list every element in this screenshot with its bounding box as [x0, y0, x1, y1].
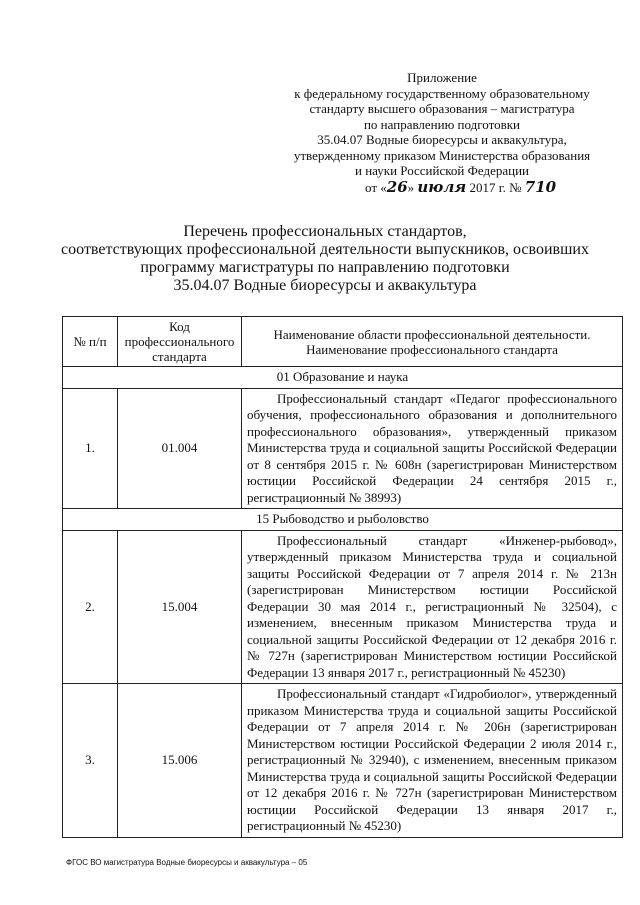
header-code: Код профессионального стандарта	[118, 317, 242, 367]
order-number-handwritten: 710	[524, 178, 557, 196]
order-prefix: от «	[365, 180, 387, 195]
title-line: соответствующих профессиональной деятельности выпускников, освоивших	[61, 241, 589, 258]
section-row	[63, 509, 623, 531]
row-number: 3.	[63, 684, 118, 838]
row-code: 15.004	[118, 530, 242, 684]
appendix-line: Приложение	[407, 70, 477, 85]
section-title: 01 Образование и наука	[63, 367, 623, 389]
appendix-line: по направлению подготовки	[363, 116, 521, 132]
row-code: 01.004	[118, 388, 242, 509]
header-name: Наименование области профессиональной деятельности. Наименование профессионального стандарта	[242, 317, 623, 367]
page-footer: ФГОС ВО магистратура Водные биоресурсы и аквакультура – 05	[66, 858, 308, 867]
table-header-row	[63, 317, 623, 367]
appendix-line: утвержденному приказом Министерства образования	[293, 147, 591, 163]
title-line: Перечень профессиональных стандартов,	[183, 223, 467, 240]
document-title	[60, 223, 590, 295]
appendix-header	[250, 70, 634, 179]
section-row	[63, 367, 623, 389]
order-month-handwritten: июля	[417, 178, 467, 196]
appendix-line: 35.04.07 Водные биоресурсы и аквакультура,	[317, 132, 567, 147]
row-description: Профессиональный стандарт «Инженер-рыбовод», утвержденный приказом Министерства труда и социальной защиты Российской Федерации от 7 апреля 2014 г. № 213н (зарегистрирован Министерством юстиции Российской Федерации 30 мая 2014 г., регистрационный № 32504), с изменением, внесенным приказом Министерства труда и социальной защиты Российской Федерации от 12 декабря 2016 г. № 727н (зарегистрирован Министерством юстиции Российской Федерации 13 января 2017 г., регистрационный № 45230)	[242, 530, 623, 684]
table-row	[63, 684, 623, 838]
row-number: 1.	[63, 388, 118, 509]
table-row	[63, 530, 623, 684]
order-year: 2017 г. №	[466, 180, 525, 195]
row-description: Профессиональный стандарт «Гидробиолог», утвержденный приказом Министерства труда и социальной защиты Российской Федерации от 7 апреля 2014 г. № 206н (зарегистрирован Министерством юстиции Российской Федерации 2 июля 2014 г., регистрационный № 32940), с изменением, внесенным приказом Министерства труда и социальной защиты Российской Федерации от 12 декабря 2016 г. № 727н (зарегистрирован Министерством юстиции Российской Федерации 13 января 2017 г., регистрационный № 45230)	[242, 684, 623, 838]
title-line: 35.04.07 Водные биоресурсы и аквакультура	[173, 277, 477, 294]
appendix-line: к федеральному государственному образовательному	[294, 85, 590, 101]
row-code: 15.006	[118, 684, 242, 838]
order-day-handwritten: 26	[386, 178, 408, 196]
title-line: программу магистратуры по направлению подготовки	[140, 259, 510, 276]
appendix-line: и науки Российской Федерации	[354, 163, 529, 178]
row-number: 2.	[63, 530, 118, 684]
appendix-line: стандарту высшего образования – магистратура	[309, 101, 575, 116]
row-description: Профессиональный стандарт «Педагог профессионального обучения, профессионального образования и дополнительного профессионального образования», утвержденный приказом Министерства труда и социальной защиты Российской Федерации от 8 сентября 2015 г. № 608н (зарегистрирован Министерством юстиции Российской Федерации 24 сентября 2015 г., регистрационный № 38993)	[242, 388, 623, 509]
header-num: № п/п	[63, 317, 118, 367]
order-mid: »	[407, 180, 418, 195]
table-row	[63, 388, 623, 509]
section-title: 15 Рыбоводство и рыболовство	[63, 509, 623, 531]
order-date-line	[365, 178, 585, 196]
standards-table	[62, 316, 623, 838]
